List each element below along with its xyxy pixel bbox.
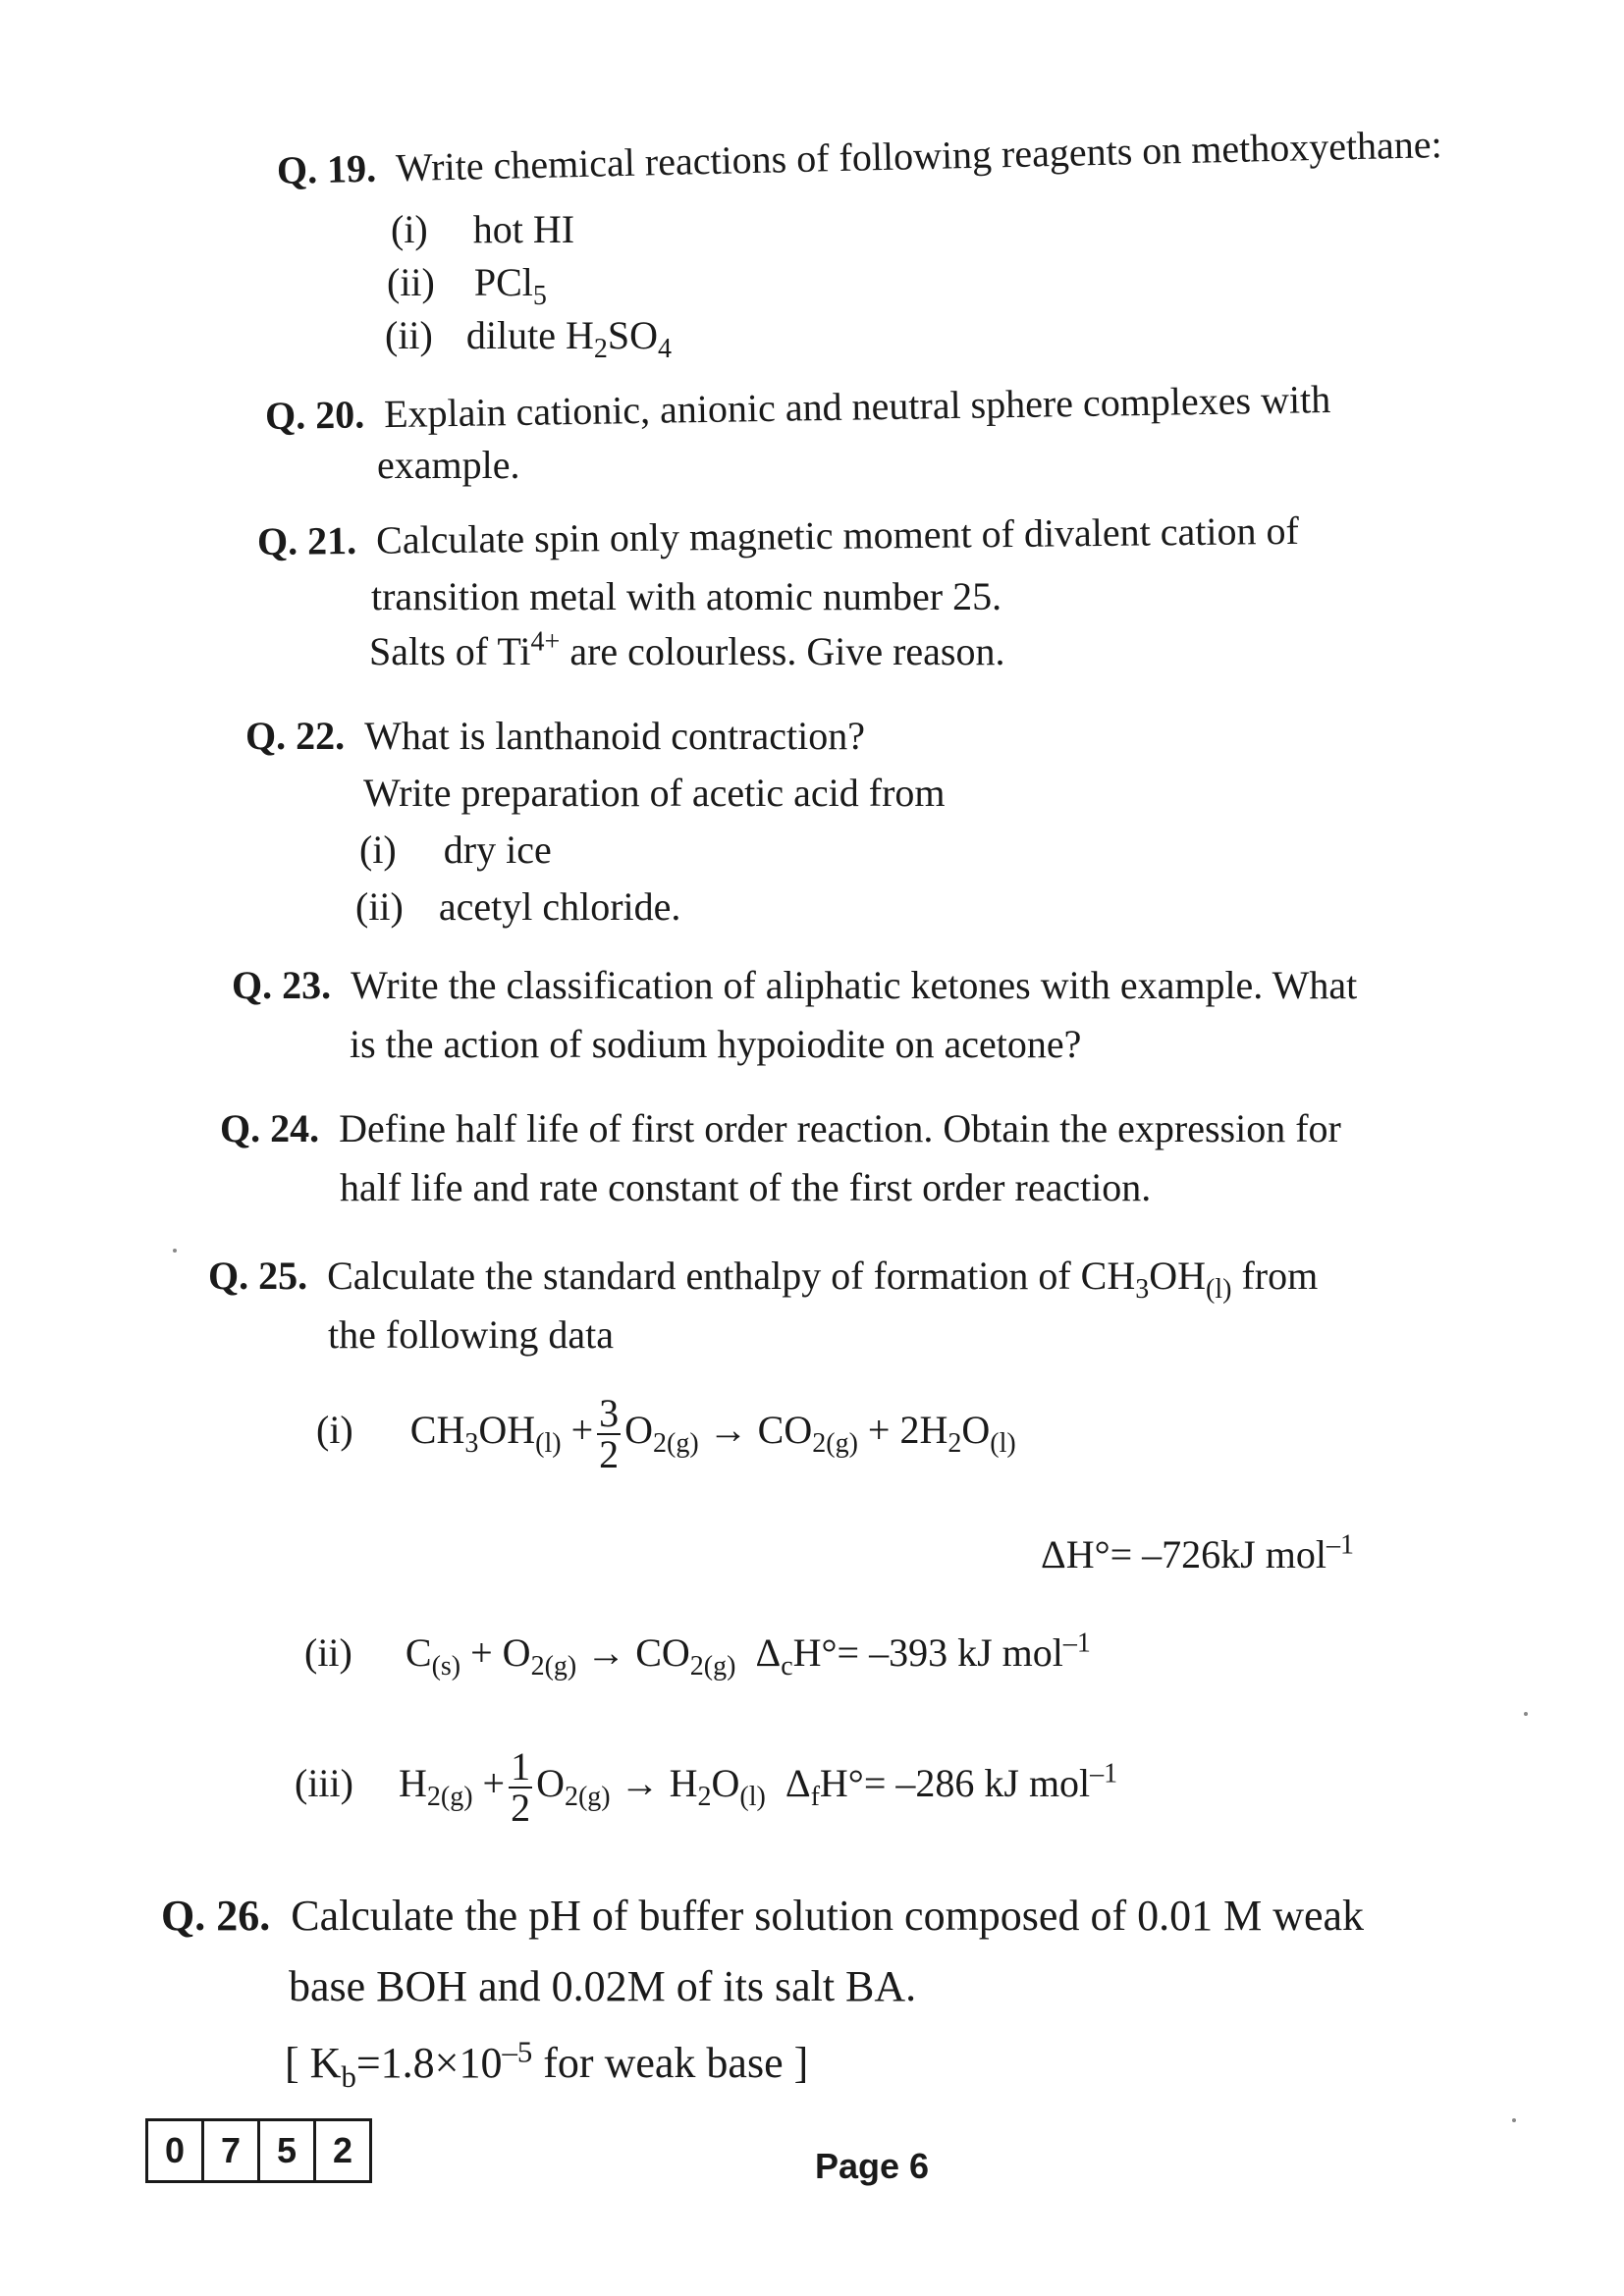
question-number: Q. 24.: [220, 1106, 320, 1150]
question-text: Write chemical reactions of following reagents on methoxyethane:: [395, 122, 1443, 190]
page-number: Page 6: [815, 2146, 930, 2186]
item-label: (i): [391, 207, 428, 251]
q22-question: [245, 713, 865, 759]
eq-label: (ii): [304, 1630, 352, 1675]
q21-line2: transition metal with atomic number 25.: [371, 574, 1002, 618]
eq-label: (i): [316, 1408, 353, 1453]
scan-speck: [173, 1249, 177, 1253]
q19-question: [276, 121, 1442, 193]
question-text: Calculate the standard enthalpy of formation of $CH_3OH_{(l)}$ from: [327, 1254, 1319, 1305]
q26-line2: base BOH and 0.02M of its salt BA.: [289, 1962, 917, 2010]
q20-question: [265, 376, 1331, 439]
question-text: Define half life of first order reaction. Obtain the expression for: [339, 1106, 1341, 1150]
scan-speck: [1512, 2118, 1516, 2122]
question-number: Q. 23.: [232, 963, 332, 1007]
question-text: Explain cationic, anionic and neutral sphere complexes with: [383, 376, 1331, 437]
question-text: What is lanthanoid contraction?: [364, 714, 865, 758]
q24-question: [220, 1105, 1341, 1151]
q22-item-1: [359, 827, 552, 873]
equation-1-enthalpy: ΔH°= –726kJ mol$^{-1}$: [1041, 1529, 1354, 1576]
q25-question: [208, 1253, 1319, 1305]
question-text: Calculate the pH of buffer solution composed of 0.01 M weak: [291, 1892, 1365, 1940]
question-number: Q. 20.: [264, 392, 365, 438]
question-number: Q. 19.: [276, 145, 377, 192]
equation-3: (iii) $H_{2(g)}$ + $\frac{1}{2}$ $O_{2(g)} \to H_2O_{(l)}$ $\Delta_fH^\circ= -286$ kJ mol$^{-1}$: [295, 1744, 1118, 1830]
item-text: hot HI: [472, 207, 575, 251]
code-digit: 7: [204, 2121, 260, 2180]
q19-item-1: [391, 206, 574, 252]
question-number: Q. 26.: [161, 1892, 271, 1940]
item-text: PCl$_5$: [473, 260, 547, 311]
q19-item-3: [385, 312, 672, 364]
q22-line2: Write preparation of acetic acid from: [363, 771, 946, 815]
question-number: Q. 22.: [245, 714, 346, 758]
eq-label: (iii): [295, 1761, 353, 1806]
q22-item-2: [355, 883, 680, 930]
equation-1: (i) $CH_3OH_{(l)}$ + $\frac{3}{2}$ $O_{2(g)} \to CO_{2(g)} + 2H_2O_{(l)}$: [316, 1391, 1016, 1476]
q20-line2: example.: [377, 443, 520, 487]
q21-line3: Salts of $Ti^{4+}$ are colourless. Give reason.: [369, 626, 1005, 673]
item-text: dilute $H_2SO_4$: [465, 313, 672, 364]
code-digit: 0: [148, 2121, 204, 2180]
question-text: Calculate spin only magnetic moment of divalent cation of: [375, 507, 1300, 562]
q25-line2: the following data: [328, 1312, 615, 1357]
item-text: acetyl chloride.: [438, 884, 681, 929]
item-label: (i): [359, 828, 397, 872]
item-label: (ii): [355, 884, 404, 929]
code-digit: 5: [260, 2121, 316, 2180]
equation-2: (ii) $C_{(s)} + O_{2(g)} \to CO_{2(g)}$ $\Delta_cH^\circ= -393$ kJ mol$^{-1}$: [304, 1628, 1091, 1682]
item-label: (ii): [387, 260, 435, 304]
question-number: Q. 21.: [256, 517, 357, 563]
q23-question: [232, 962, 1357, 1008]
paper-code-box: [145, 2118, 372, 2183]
q24-line2: half life and rate constant of the first order reaction.: [340, 1165, 1152, 1209]
item-label: (ii): [385, 313, 433, 357]
question-number: Q. 25.: [208, 1254, 308, 1298]
scan-speck: [1524, 1712, 1528, 1716]
q19-item-2: [387, 259, 547, 311]
q26-line3: [ $K_b=1.8\times 10^{-5}$ for weak base ]: [285, 2035, 809, 2094]
question-text: Write the classification of aliphatic ketones with example. What: [351, 963, 1358, 1007]
item-text: dry ice: [443, 828, 552, 872]
q23-line2: is the action of sodium hypoiodite on acetone?: [350, 1022, 1082, 1066]
q21-question: [257, 507, 1299, 564]
q26-question: [161, 1891, 1364, 1941]
code-digit: 2: [332, 2130, 353, 2170]
